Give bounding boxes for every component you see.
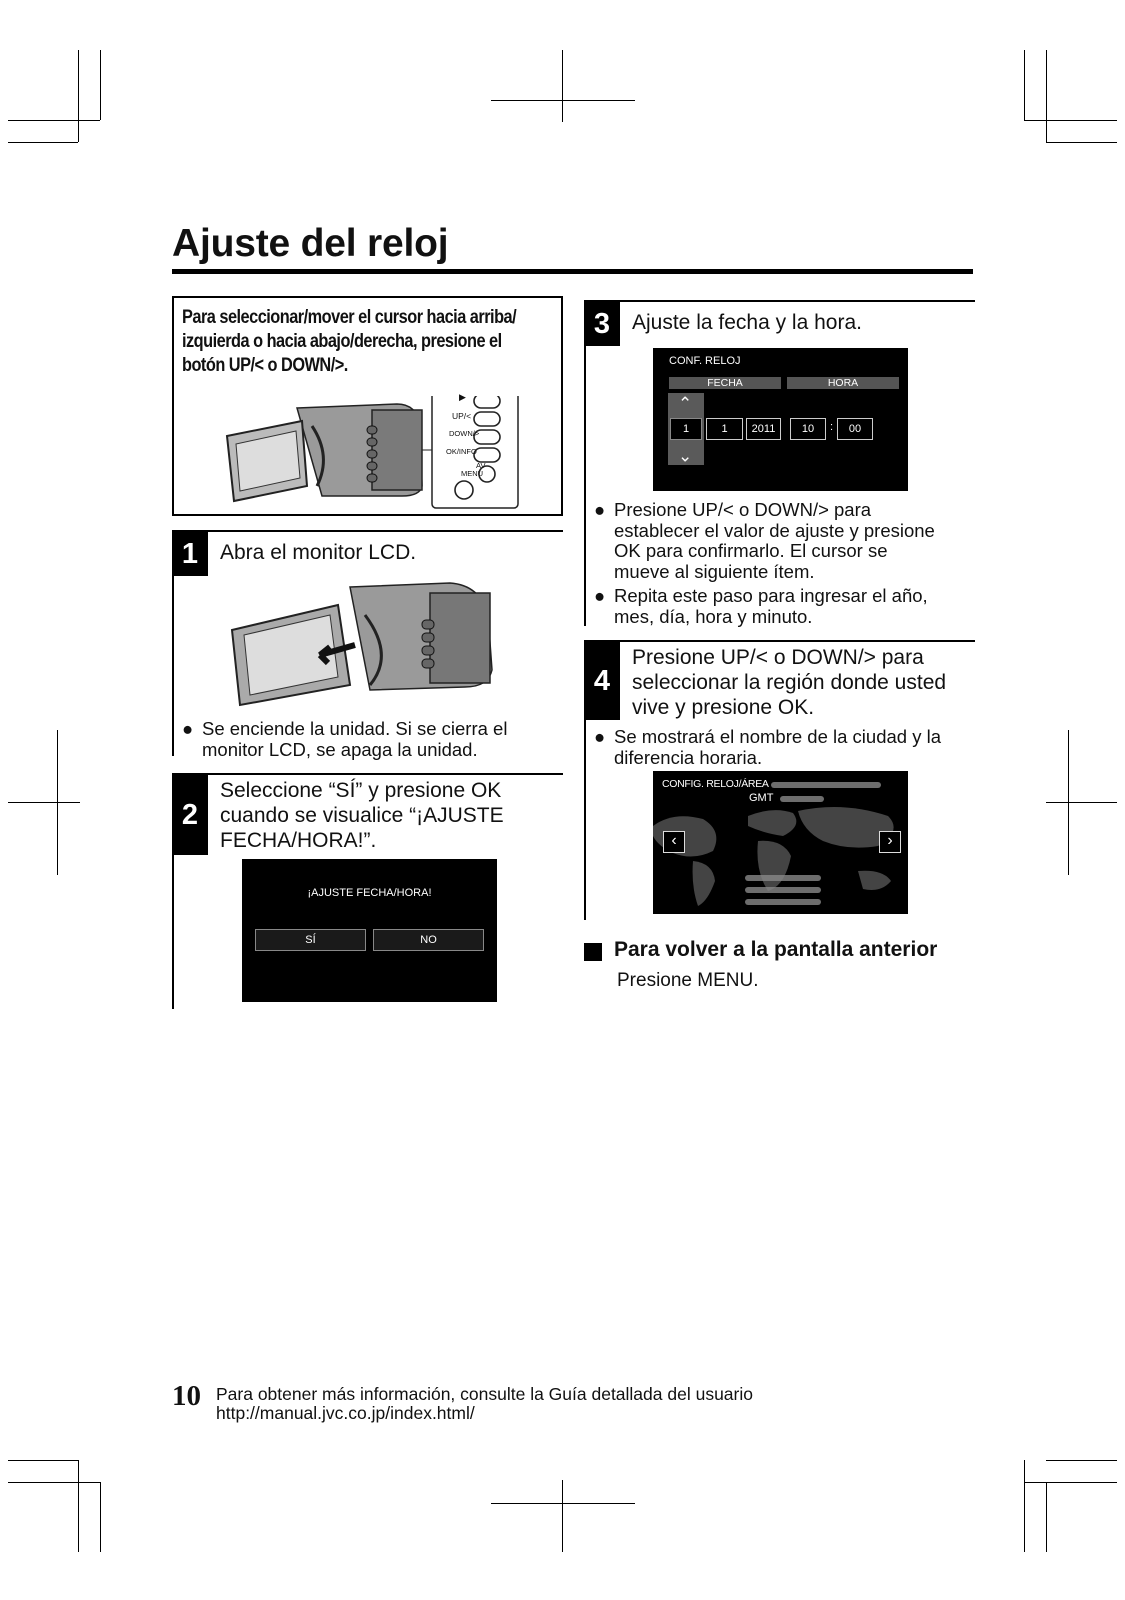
footer-link[interactable]: http://manual.jvc.co.jp/index.html/: [216, 1403, 475, 1423]
camcorder-open-lcd-illustration: [230, 575, 510, 710]
play-button-symbol: ▶: [459, 392, 466, 402]
step-3-bar: [584, 300, 586, 626]
world-map: [653, 791, 908, 914]
step-4-rule: [584, 640, 975, 642]
step-1-bullet: ● Se enciende la unidad. Si se cierra el monitor LCD, se apaga la unidad.: [182, 718, 508, 760]
bullet-symbol: ●: [594, 499, 606, 520]
adjust-date-time-screen: [242, 859, 497, 1002]
step-4-bullet: ● Se mostrará el nombre de la ciudad y la diferencia horaria.: [594, 726, 942, 768]
step-4-text: Presione UP/< o DOWN/> para seleccionar la región donde usted vive y presione OK.: [632, 646, 947, 719]
back-section-heading: Para volver a la pantalla anterior: [614, 938, 938, 961]
yes-button[interactable]: SÍ: [255, 929, 366, 951]
step-1-text: Abra el monitor LCD.: [220, 541, 417, 564]
screen-title: CONFIG. RELOJ/ÁREA: [662, 778, 769, 790]
up-button-label: UP/<: [452, 411, 472, 421]
step-2-rule: [172, 773, 563, 775]
screen-title: CONF. RELOJ: [669, 355, 741, 367]
date-header: FECHA: [669, 377, 781, 389]
title-rule: [172, 269, 973, 274]
bullet-symbol: ●: [594, 585, 606, 606]
down-button-label: DOWN/>: [449, 429, 480, 438]
gmt-label: GMT: [749, 792, 774, 804]
step-3-text: Ajuste la fecha y la hora.: [632, 311, 862, 334]
page-number: 10: [172, 1380, 201, 1412]
time-blur-1: [745, 875, 821, 881]
section-square-icon: [584, 943, 602, 961]
intro-text: Para seleccionar/mover el cursor hacia arriba/ izquierda o hacia abajo/derecha, presione el botón UP/< o DOWN/>.: [182, 307, 517, 376]
step-3-number: 3: [584, 302, 620, 346]
step-3-rule: [584, 300, 975, 302]
back-section-text: Presione MENU.: [617, 970, 759, 991]
area-setting-screen: [653, 771, 908, 914]
step-2-number: 2: [172, 775, 208, 855]
step-4-number: 4: [584, 642, 620, 720]
no-button[interactable]: NO: [373, 929, 484, 951]
av-label: AV: [476, 461, 486, 470]
ok-info-button-label: OK/INFO: [446, 447, 477, 456]
bullet-symbol: ●: [182, 718, 194, 739]
chevron-left-icon[interactable]: ‹: [663, 831, 685, 853]
year-field[interactable]: 2011: [746, 418, 781, 440]
chevron-down-icon[interactable]: ⌃: [678, 445, 693, 464]
time-colon: :: [830, 421, 834, 433]
day-field[interactable]: 1: [670, 418, 702, 440]
camcorder-buttons-illustration: [222, 396, 522, 512]
minute-field[interactable]: 00: [837, 418, 873, 440]
hour-field[interactable]: 10: [790, 418, 826, 440]
page-title: Ajuste del reloj: [172, 222, 449, 265]
step-1-rule: [172, 530, 563, 532]
footer-text: Para obtener más información, consulte la Guía detallada del usuario http://manual.jvc.co.jp/index.html/: [216, 1384, 753, 1423]
step-1-number: 1: [172, 532, 208, 576]
month-field[interactable]: 1: [706, 418, 743, 440]
step-2-text: Seleccione “SÍ” y presione OK cuando se visualice “¡AJUSTE FECHA/HORA!”.: [220, 779, 504, 852]
screen-title: ¡AJUSTE FECHA/HORA!: [307, 887, 432, 899]
time-blur-2: [745, 887, 821, 893]
time-header: HORA: [787, 377, 899, 389]
clock-setting-screen: [653, 348, 908, 491]
gmt-offset-blur: [780, 796, 824, 802]
chevron-up-icon[interactable]: ⌃: [678, 394, 693, 413]
bullet-symbol: ●: [594, 726, 606, 747]
chevron-right-icon[interactable]: ›: [879, 831, 901, 853]
city-name-blur: [771, 782, 881, 788]
step-3-bullet-2: ● Repita este paso para ingresar el año, mes, día, hora y minuto.: [594, 585, 928, 627]
time-blur-3: [745, 899, 821, 905]
menu-button-label: MENU: [461, 469, 484, 478]
step-3-bullet-1: ● Presione UP/< o DOWN/> para establecer el valor de ajuste y presione OK para confirmarlo. El cursor se mueve al siguiente ítem.: [594, 499, 935, 582]
